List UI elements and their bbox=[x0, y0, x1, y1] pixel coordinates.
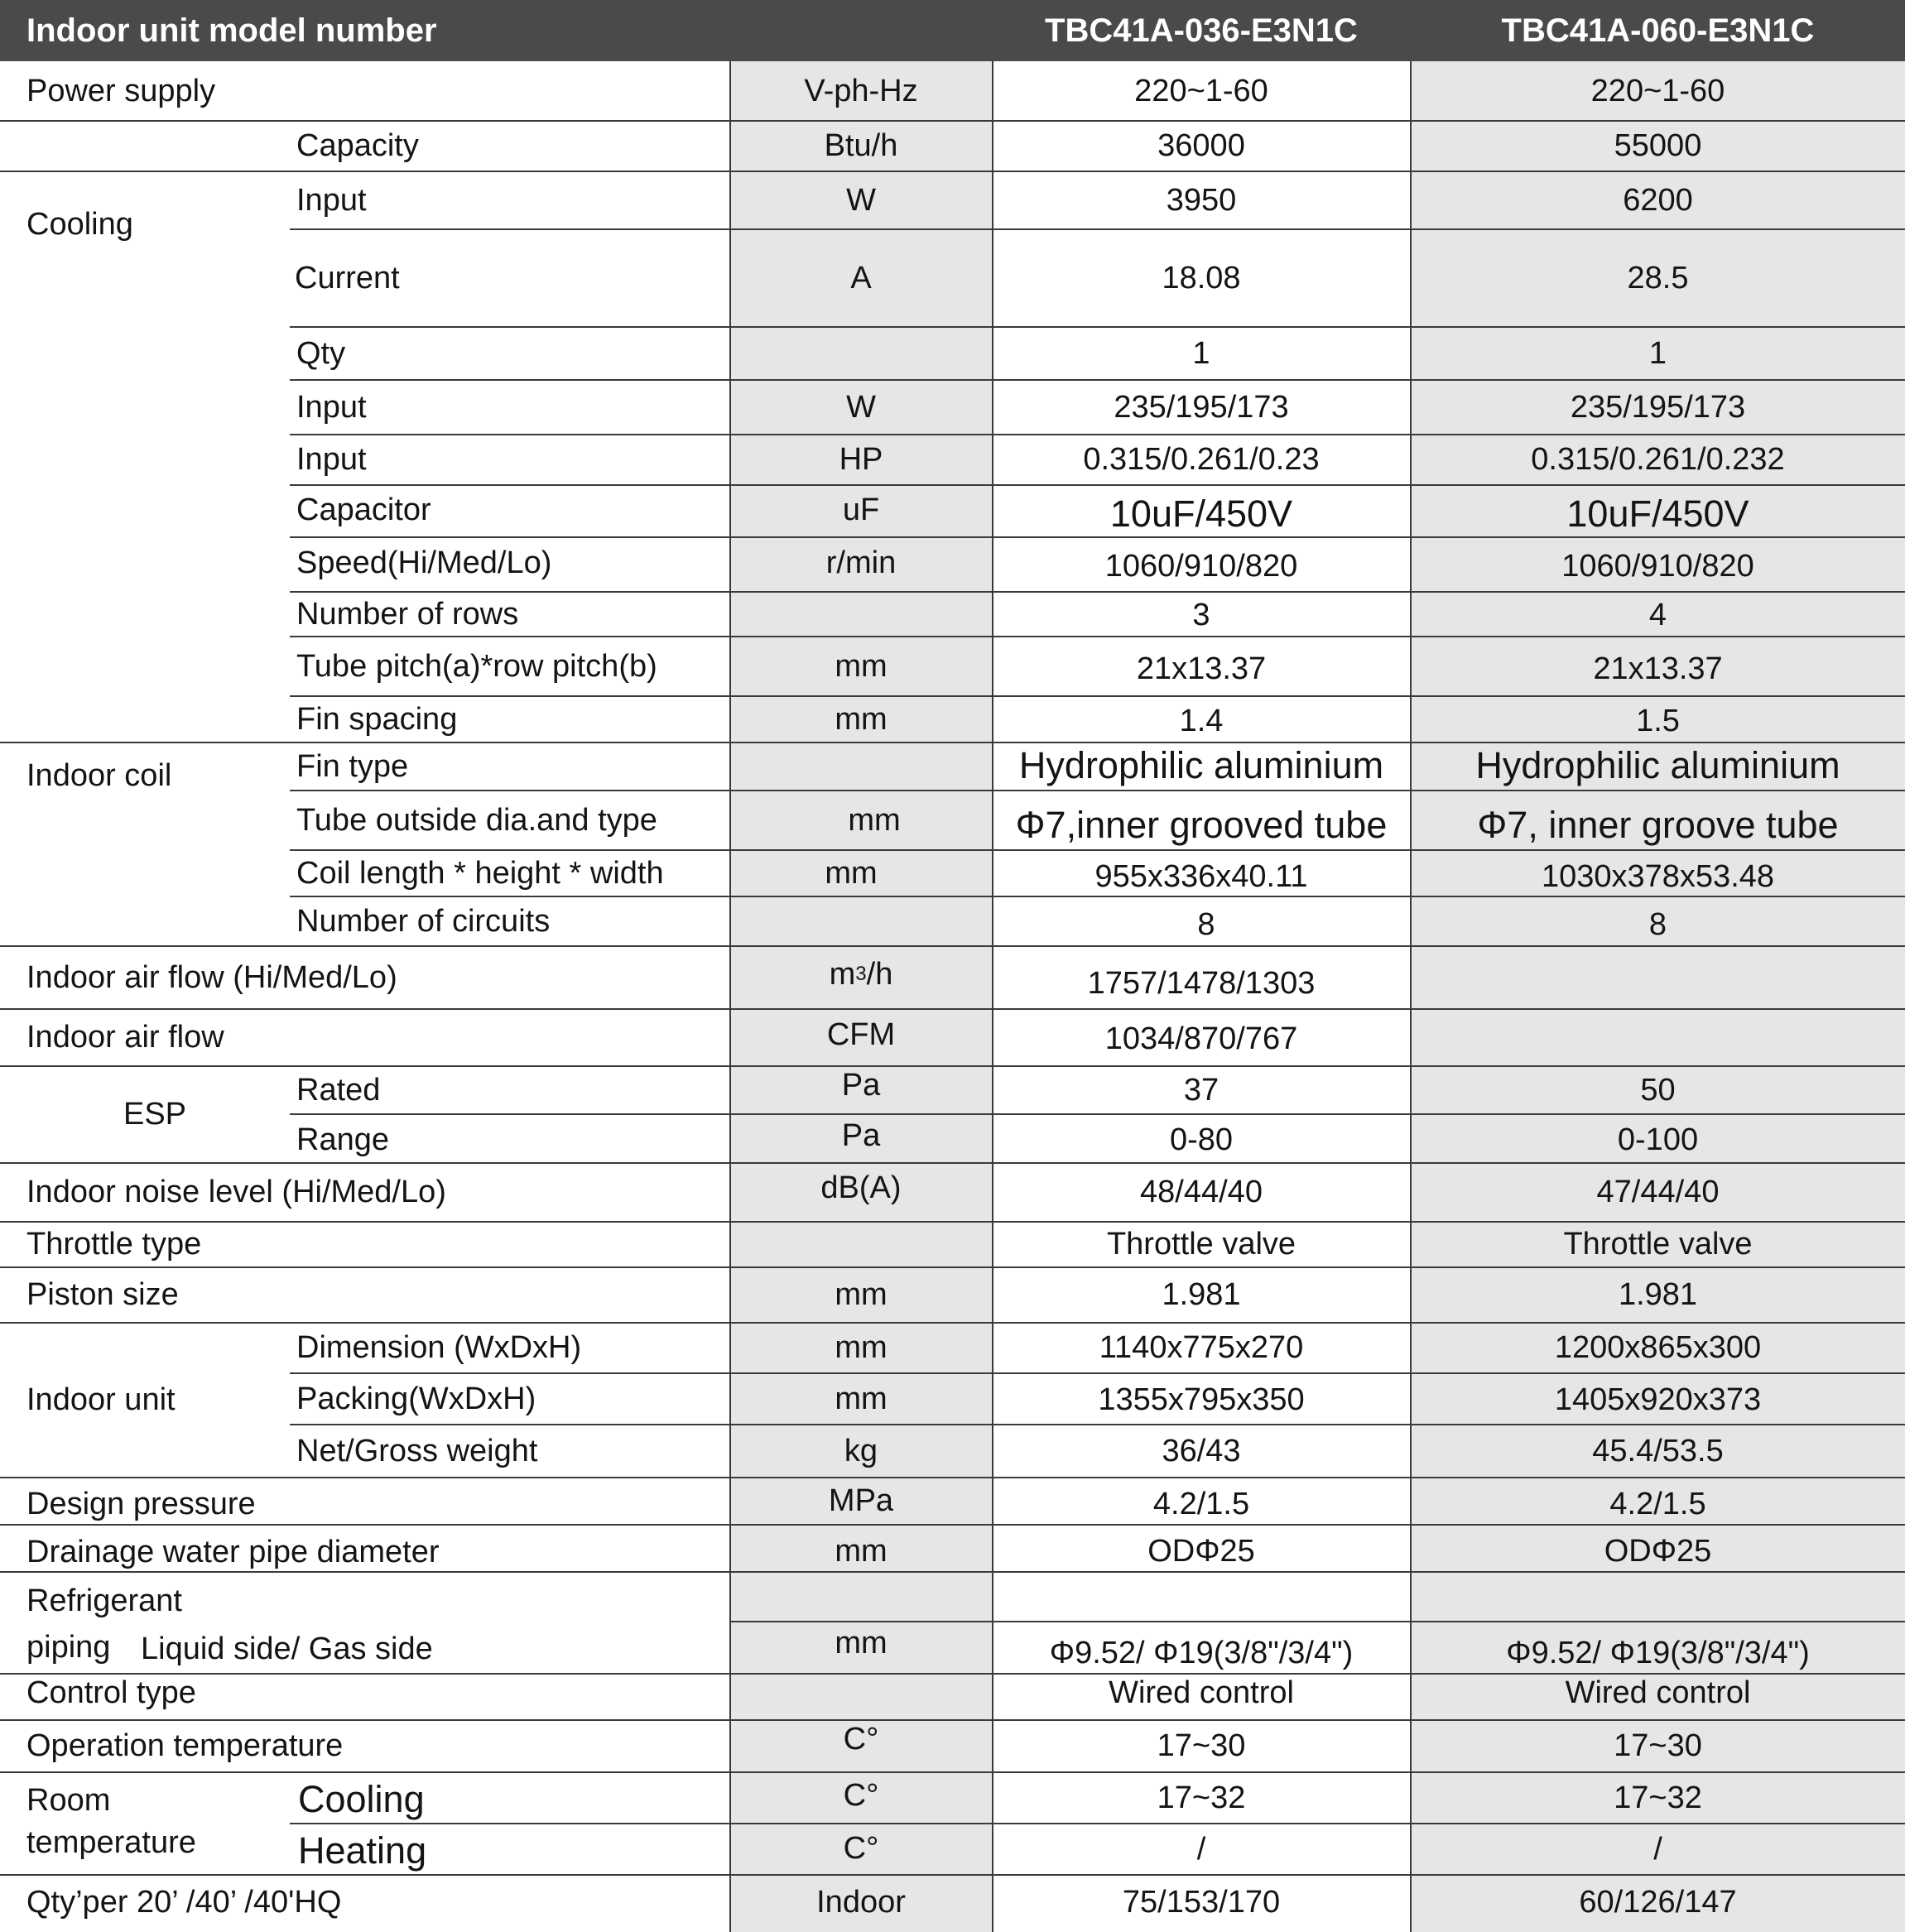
fan-qty-unit bbox=[730, 327, 992, 379]
power-supply-value-2: 220~1-60 bbox=[1590, 74, 1725, 108]
qty-container-unit: Indoor bbox=[816, 1885, 906, 1920]
qty-container-label: Qty’per 20’ /40’ /40'HQ bbox=[26, 1885, 342, 1920]
air-flow-cfm-label: Indoor air flow bbox=[26, 1020, 224, 1055]
coil-rows-value-2: 4 bbox=[1648, 598, 1667, 632]
power-supply-label: Power supply bbox=[26, 74, 216, 108]
air-flow-m3h-unit: m 3 /h bbox=[829, 956, 893, 992]
air-flow-m3h-label: Indoor air flow (Hi/Med/Lo) bbox=[26, 959, 397, 995]
coil-fin-spacing-label: Fin spacing bbox=[296, 701, 458, 737]
unit-tail: /h bbox=[866, 956, 893, 992]
coil-fin-spacing-unit: mm bbox=[835, 701, 888, 737]
fan-qty-value-2: 1 bbox=[1648, 335, 1667, 371]
fan-speed-unit: r/min bbox=[825, 545, 897, 580]
cooling-input-value-2: 6200 bbox=[1623, 182, 1693, 218]
cooling-current-unit: A bbox=[850, 260, 872, 296]
unit-packing-value-1: 1355x795x350 bbox=[1098, 1382, 1305, 1417]
coil-dimensions-unit: mm bbox=[825, 855, 878, 891]
cooling-current-value-2: 28.5 bbox=[1627, 260, 1689, 296]
refrigerant-label-line2: piping bbox=[26, 1630, 111, 1665]
fan-input-hp-value-1: 0.315/0.261/0.23 bbox=[1083, 442, 1320, 477]
fan-speed-label: Speed(Hi/Med/Lo) bbox=[296, 545, 552, 580]
refrigerant-label-line1: Refrigerant bbox=[26, 1584, 182, 1618]
fan-qty-value-1: 1 bbox=[1192, 335, 1210, 371]
fan-input-w-unit: W bbox=[846, 389, 876, 425]
refrigerant-value-1: Φ9.52/ Φ19(3/8"/3/4") bbox=[1049, 1636, 1354, 1670]
cooling-input-value-1: 3950 bbox=[1166, 182, 1237, 218]
design-pressure-value-1: 4.2/1.5 bbox=[1152, 1487, 1250, 1521]
coil-tube-type-value-2: Φ7, inner groove tube bbox=[1477, 803, 1839, 846]
indoor-unit-group-label: Indoor unit bbox=[26, 1382, 176, 1417]
piston-value-2: 1.981 bbox=[1618, 1277, 1698, 1312]
room-temp-cooling-unit: C° bbox=[843, 1778, 879, 1813]
air-flow-cfm-value-1: 1034/870/767 bbox=[1104, 1021, 1298, 1056]
fan-input-w-value-1: 235/195/173 bbox=[1114, 389, 1289, 425]
air-flow-m3h-value-1: 1757/1478/1303 bbox=[1087, 966, 1316, 1001]
operation-temp-value-2: 17~30 bbox=[1614, 1728, 1702, 1763]
unit-weight-label: Net/Gross weight bbox=[296, 1433, 538, 1468]
noise-label: Indoor noise level (Hi/Med/Lo) bbox=[26, 1175, 446, 1209]
fan-capacitor-value-1: 10uF/450V bbox=[1109, 492, 1293, 535]
design-pressure-label: Design pressure bbox=[26, 1487, 256, 1521]
noise-value-2: 47/44/40 bbox=[1596, 1175, 1720, 1209]
air-flow-cfm-value-2 bbox=[1411, 1011, 1905, 1067]
coil-dimensions-label: Coil length * height * width bbox=[296, 855, 664, 891]
room-temp-heating-unit: C° bbox=[843, 1831, 879, 1866]
coil-tube-pitch-label: Tube pitch(a)*row pitch(b) bbox=[296, 648, 657, 684]
control-type-value-1: Wired control bbox=[1109, 1675, 1294, 1710]
fan-capacitor-value-2: 10uF/450V bbox=[1566, 492, 1749, 535]
esp-rated-value-1: 37 bbox=[1183, 1072, 1219, 1108]
drainage-unit: mm bbox=[835, 1534, 888, 1569]
coil-fin-spacing-value-2: 1.5 bbox=[1636, 704, 1680, 738]
esp-rated-value-2: 50 bbox=[1640, 1072, 1676, 1108]
coil-fin-type-unit bbox=[730, 743, 992, 790]
fan-speed-value-1: 1060/910/820 bbox=[1104, 548, 1298, 584]
coil-dimensions-value-2: 1030x378x53.48 bbox=[1541, 858, 1775, 894]
qty-container-value-1: 75/153/170 bbox=[1122, 1885, 1281, 1920]
coil-tube-type-value-1: Φ7,inner grooved tube bbox=[1015, 803, 1388, 846]
room-temp-cooling-label: Cooling bbox=[298, 1777, 425, 1820]
room-temp-cooling-value-1: 17~32 bbox=[1157, 1781, 1246, 1815]
esp-range-label: Range bbox=[296, 1122, 389, 1157]
esp-group-label: ESP bbox=[123, 1097, 187, 1132]
coil-circuits-label: Number of circuits bbox=[296, 903, 551, 939]
throttle-unit bbox=[730, 1222, 992, 1266]
fan-input-w-label: Input bbox=[296, 389, 367, 425]
coil-tube-pitch-unit: mm bbox=[835, 648, 888, 684]
fan-input-hp-unit: HP bbox=[839, 442, 883, 477]
design-pressure-unit: MPa bbox=[828, 1483, 894, 1518]
room-temp-label-line1: Room bbox=[26, 1783, 111, 1818]
throttle-value-1: Throttle valve bbox=[1106, 1227, 1296, 1262]
power-supply-unit: V-ph-Hz bbox=[804, 74, 918, 108]
cooling-current-label: Current bbox=[295, 260, 400, 296]
coil-circuits-value-1: 8 bbox=[1197, 907, 1215, 942]
coil-tube-type-label: Tube outside dia.and type bbox=[296, 802, 657, 838]
room-temp-heating-value-1: / bbox=[1196, 1832, 1206, 1867]
drainage-value-1: ODΦ25 bbox=[1147, 1534, 1255, 1569]
control-type-value-2: Wired control bbox=[1565, 1675, 1751, 1710]
fan-speed-value-2: 1060/910/820 bbox=[1561, 548, 1754, 584]
fan-qty-label: Qty bbox=[296, 335, 346, 371]
control-type-unit bbox=[730, 1674, 992, 1719]
cooling-capacity-unit: Btu/h bbox=[824, 128, 898, 163]
unit-packing-unit: mm bbox=[835, 1381, 888, 1416]
piston-label: Piston size bbox=[26, 1277, 179, 1312]
air-flow-cfm-unit: CFM bbox=[826, 1017, 896, 1052]
piston-value-1: 1.981 bbox=[1162, 1277, 1241, 1312]
unit-dimension-unit: mm bbox=[835, 1330, 888, 1365]
coil-tube-pitch-value-2: 21x13.37 bbox=[1593, 651, 1723, 686]
piston-unit: mm bbox=[835, 1277, 888, 1312]
room-temp-heating-value-2: / bbox=[1653, 1832, 1662, 1867]
header-label: Indoor unit model number bbox=[26, 12, 437, 49]
control-type-label: Control type bbox=[26, 1675, 196, 1710]
unit-base: m bbox=[829, 956, 856, 992]
cooling-group-label: Cooling bbox=[26, 207, 133, 242]
fan-input-hp-label: Input bbox=[296, 442, 367, 477]
unit-weight-value-2: 45.4/53.5 bbox=[1592, 1433, 1724, 1468]
unit-weight-unit: kg bbox=[844, 1433, 878, 1468]
operation-temp-value-1: 17~30 bbox=[1157, 1728, 1246, 1763]
coil-circuits-value-2: 8 bbox=[1648, 907, 1667, 942]
coil-fin-type-value-2: Hydrophilic aluminium bbox=[1475, 743, 1840, 786]
coil-rows-value-1: 3 bbox=[1192, 598, 1210, 632]
unit-weight-value-1: 36/43 bbox=[1162, 1433, 1241, 1468]
qty-container-value-2: 60/126/147 bbox=[1579, 1885, 1737, 1920]
cooling-input-unit: W bbox=[846, 182, 876, 218]
fan-capacitor-label: Capacitor bbox=[296, 493, 431, 527]
esp-range-value-1: 0-80 bbox=[1169, 1122, 1234, 1157]
header-model-1: TBC41A-036-E3N1C bbox=[1045, 12, 1358, 49]
refrigerant-sublabel: Liquid side/ Gas side bbox=[141, 1632, 433, 1666]
cooling-capacity-value-2: 55000 bbox=[1614, 128, 1702, 163]
cooling-input-label: Input bbox=[296, 182, 367, 218]
coil-dimensions-value-1: 955x336x40.11 bbox=[1094, 858, 1308, 894]
cooling-current-value-1: 18.08 bbox=[1162, 260, 1241, 296]
cooling-capacity-value-1: 36000 bbox=[1157, 128, 1245, 163]
throttle-label: Throttle type bbox=[26, 1227, 202, 1262]
operation-temp-unit: C° bbox=[843, 1722, 879, 1757]
header-model-2: TBC41A-060-E3N1C bbox=[1501, 12, 1815, 49]
unit-packing-value-2: 1405x920x373 bbox=[1554, 1382, 1762, 1417]
room-temp-cooling-value-2: 17~32 bbox=[1614, 1781, 1702, 1815]
esp-range-unit: Pa bbox=[841, 1118, 881, 1153]
drainage-value-2: ODΦ25 bbox=[1604, 1534, 1712, 1569]
esp-rated-label: Rated bbox=[296, 1072, 381, 1108]
air-flow-m3h-value-2 bbox=[1411, 956, 1905, 1011]
operation-temp-label: Operation temperature bbox=[26, 1728, 344, 1763]
indoor-coil-group-label: Indoor coil bbox=[26, 758, 172, 793]
cooling-capacity-label: Capacity bbox=[296, 128, 419, 163]
coil-tube-pitch-value-1: 21x13.37 bbox=[1136, 651, 1267, 686]
esp-range-value-2: 0-100 bbox=[1617, 1122, 1699, 1157]
refrigerant-value-2: Φ9.52/ Φ19(3/8"/3/4") bbox=[1506, 1636, 1810, 1670]
coil-fin-spacing-value-1: 1.4 bbox=[1179, 704, 1224, 738]
unit-dimension-label: Dimension (WxDxH) bbox=[296, 1330, 582, 1365]
coil-rows-label: Number of rows bbox=[296, 596, 519, 632]
noise-value-1: 48/44/40 bbox=[1140, 1175, 1263, 1209]
coil-fin-type-value-1: Hydrophilic aluminium bbox=[1018, 743, 1384, 786]
drainage-label: Drainage water pipe diameter bbox=[26, 1535, 440, 1569]
room-temp-label-line2: temperature bbox=[26, 1825, 196, 1860]
fan-input-w-value-2: 235/195/173 bbox=[1570, 389, 1746, 425]
unit-dimension-value-1: 1140x775x270 bbox=[1099, 1330, 1304, 1365]
noise-unit: dB(A) bbox=[820, 1170, 902, 1205]
room-temp-heating-label: Heating bbox=[298, 1829, 427, 1872]
coil-rows-unit bbox=[730, 592, 992, 636]
design-pressure-value-2: 4.2/1.5 bbox=[1609, 1487, 1706, 1521]
throttle-value-2: Throttle valve bbox=[1563, 1227, 1753, 1262]
coil-fin-type-label: Fin type bbox=[296, 748, 409, 784]
coil-tube-type-unit: mm bbox=[848, 802, 901, 838]
fan-input-hp-value-2: 0.315/0.261/0.232 bbox=[1531, 442, 1785, 477]
esp-rated-unit: Pa bbox=[841, 1067, 881, 1103]
power-supply-value-1: 220~1-60 bbox=[1134, 74, 1268, 108]
unit-packing-label: Packing(WxDxH) bbox=[296, 1381, 536, 1416]
refrigerant-unit: mm bbox=[835, 1626, 888, 1660]
fan-capacitor-unit: uF bbox=[842, 493, 880, 527]
coil-circuits-unit bbox=[730, 896, 992, 945]
unit-dimension-value-2: 1200x865x300 bbox=[1554, 1330, 1762, 1365]
